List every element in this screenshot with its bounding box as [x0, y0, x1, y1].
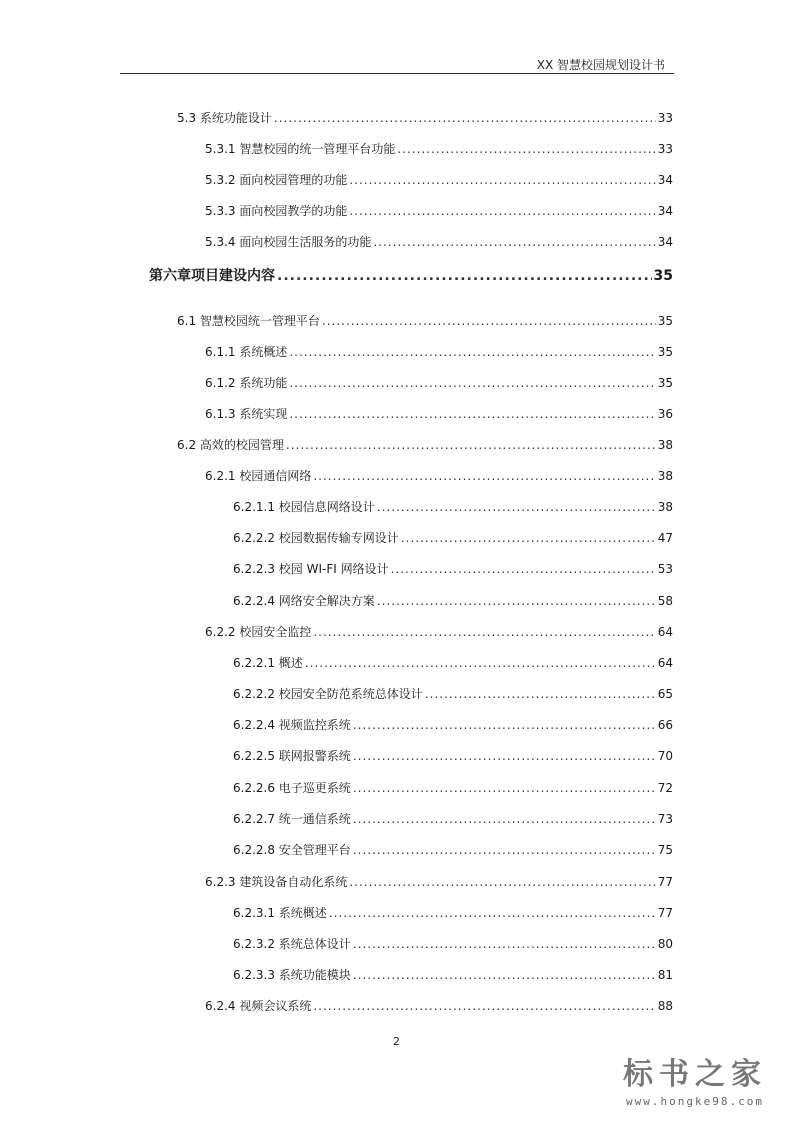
- toc-entry[interactable]: [205, 343, 673, 361]
- toc-entry[interactable]: [177, 109, 673, 127]
- toc-entry-page: 88: [657, 999, 673, 1013]
- toc-entry-label: 6.2.1 校园通信网络: [205, 469, 312, 483]
- toc-leader-dots: [353, 779, 656, 797]
- toc-leader-dots: [286, 436, 656, 454]
- toc-entry-label: 6.2.2.2 校园数据传输专网设计: [233, 531, 399, 545]
- toc-entry-page: 34: [657, 235, 673, 249]
- toc-entry-label: 6.2.2.4 网络安全解决方案: [233, 594, 375, 608]
- toc-entry[interactable]: [233, 841, 673, 859]
- toc-leader-dots: [289, 343, 655, 361]
- toc-entry-label: 6.2.2.3 校园 WI-FI 网络设计: [233, 562, 389, 576]
- toc-entry-page: 77: [657, 875, 673, 889]
- toc-entry-page: 34: [657, 173, 673, 187]
- toc-leader-dots: [349, 171, 655, 189]
- toc-entry[interactable]: [205, 171, 673, 189]
- watermark-logo: [605, 1049, 785, 1108]
- toc-entry[interactable]: [233, 904, 673, 922]
- toc-entry-label: 5.3.1 智慧校园的统一管理平台功能: [205, 142, 396, 156]
- toc-entry-page: 65: [657, 687, 673, 701]
- toc-leader-dots: [353, 716, 656, 734]
- toc-leader-dots: [313, 997, 655, 1015]
- watermark-url: www.hongke98.com: [626, 1095, 764, 1108]
- toc-entry-label: 5.3.3 面向校园教学的功能: [205, 204, 348, 218]
- toc-entry[interactable]: [233, 810, 673, 828]
- toc-entry-label: 6.2.2 校园安全监控: [205, 625, 312, 639]
- toc-leader-dots: [353, 935, 656, 953]
- toc-entry[interactable]: [205, 997, 673, 1015]
- toc-entry[interactable]: [233, 592, 673, 610]
- toc-entry-page: 53: [657, 562, 673, 576]
- toc-entry-page: 64: [657, 625, 673, 639]
- toc-entry-page: 38: [657, 469, 673, 483]
- toc-entry[interactable]: [205, 873, 673, 891]
- toc-entry[interactable]: [233, 779, 673, 797]
- toc-entry-label: 6.1.1 系统概述: [205, 345, 288, 359]
- toc-entry[interactable]: [233, 685, 673, 703]
- toc-leader-dots: [377, 592, 656, 610]
- toc-entry-page: 72: [657, 781, 673, 795]
- toc-entry[interactable]: [205, 140, 673, 158]
- toc-entry-page: 35: [657, 314, 673, 328]
- watermark-name: 标书之家: [623, 1057, 767, 1092]
- toc-leader-dots: [322, 312, 656, 330]
- toc-leader-dots: [329, 904, 656, 922]
- toc-entry-page: 34: [657, 204, 673, 218]
- toc-entry-page: 36: [657, 407, 673, 421]
- toc-entry-label: 6.2.3.2 系统总体设计: [233, 937, 351, 951]
- toc-entry[interactable]: [205, 467, 673, 485]
- toc-entry-page: 33: [657, 142, 673, 156]
- toc-entry-label: 6.2.2.1 概述: [233, 656, 303, 670]
- toc-entry-label: 6.2.2.5 联网报警系统: [233, 749, 351, 763]
- toc-leader-dots: [313, 467, 655, 485]
- toc-entry[interactable]: [177, 436, 673, 454]
- page-number: 2: [393, 1035, 400, 1048]
- toc-entry-label: 6.2.2.6 电子巡更系统: [233, 781, 351, 795]
- toc-entry[interactable]: [205, 405, 673, 423]
- toc-leader-dots: [353, 810, 656, 828]
- toc-leader-dots: [353, 841, 656, 859]
- toc-entry[interactable]: [233, 747, 673, 765]
- toc-entry-page: 47: [657, 531, 673, 545]
- toc-leader-dots: [349, 202, 655, 220]
- toc-entry[interactable]: [233, 966, 673, 984]
- toc-entry-label: 6.2.2.8 安全管理平台: [233, 843, 351, 857]
- toc-leader-dots: [401, 529, 656, 547]
- toc-entry-label: 6.2.2.2 校园安全防范系统总体设计: [233, 687, 423, 701]
- toc-leader-dots: [353, 966, 656, 984]
- toc-entry[interactable]: [233, 529, 673, 547]
- toc-entry-page: 35: [657, 376, 673, 390]
- toc-entry-label: 6.2.1.1 校园信息网络设计: [233, 500, 375, 514]
- toc-leader-dots: [313, 623, 655, 641]
- toc-entry-page: 81: [657, 968, 673, 982]
- toc-leader-dots: [289, 405, 655, 423]
- toc-entry[interactable]: [205, 202, 673, 220]
- toc-entry-page: 75: [657, 843, 673, 857]
- toc-entry-page: 64: [657, 656, 673, 670]
- toc-entry[interactable]: [205, 374, 673, 392]
- toc-entry-label: 6.1.2 系统功能: [205, 376, 288, 390]
- toc-entry[interactable]: [233, 716, 673, 734]
- toc-leader-dots: [397, 140, 655, 158]
- toc-entry-label: 6.2.3 建筑设备自动化系统: [205, 875, 348, 889]
- toc-leader-dots: [425, 685, 656, 703]
- toc-entry[interactable]: [149, 267, 673, 285]
- toc-entry-page: 70: [657, 749, 673, 763]
- toc-leader-dots: [377, 498, 656, 516]
- toc-entry-page: 77: [657, 906, 673, 920]
- toc-entry-page: 35: [653, 268, 673, 284]
- toc-entry-page: 80: [657, 937, 673, 951]
- toc-entry-page: 66: [657, 718, 673, 732]
- header-divider: [120, 73, 674, 74]
- toc-leader-dots: [373, 233, 655, 251]
- toc-entry-label: 5.3.4 面向校园生活服务的功能: [205, 235, 372, 249]
- toc-entry-label: 第六章项目建设内容: [149, 268, 275, 284]
- toc-entry[interactable]: [233, 935, 673, 953]
- toc-entry[interactable]: [177, 312, 673, 330]
- toc-entry-page: 33: [657, 111, 673, 125]
- toc-entry-label: 6.1.3 系统实现: [205, 407, 288, 421]
- toc-entry-label: 6.2.3.1 系统概述: [233, 906, 327, 920]
- toc-leader-dots: [277, 267, 652, 285]
- toc-entry[interactable]: [205, 233, 673, 251]
- toc-entry[interactable]: [205, 623, 673, 641]
- toc-entry[interactable]: [233, 654, 673, 672]
- toc-entry-page: 73: [657, 812, 673, 826]
- toc-entry-label: 6.2.3.3 系统功能模块: [233, 968, 351, 982]
- toc-leader-dots: [289, 374, 655, 392]
- toc-entry-label: 6.2 高效的校园管理: [177, 438, 284, 452]
- toc-entry[interactable]: [233, 498, 673, 516]
- toc-leader-dots: [391, 560, 656, 578]
- toc-entry-page: 38: [657, 500, 673, 514]
- toc-leader-dots: [274, 109, 656, 127]
- toc-leader-dots: [305, 654, 656, 672]
- toc-entry-label: 5.3 系统功能设计: [177, 111, 272, 125]
- document-header-title: XX 智慧校园规划设计书: [536, 58, 665, 72]
- toc-entry-page: 38: [657, 438, 673, 452]
- toc-leader-dots: [349, 873, 655, 891]
- toc-entry-page: 58: [657, 594, 673, 608]
- toc-entry-page: 35: [657, 345, 673, 359]
- toc-entry-label: 5.3.2 面向校园管理的功能: [205, 173, 348, 187]
- toc-entry[interactable]: [233, 560, 673, 578]
- toc-entry-label: 6.1 智慧校园统一管理平台: [177, 314, 320, 328]
- toc-entry-label: 6.2.2.4 视频监控系统: [233, 718, 351, 732]
- toc-entry-label: 6.2.4 视频会议系统: [205, 999, 312, 1013]
- toc-leader-dots: [353, 747, 656, 765]
- toc-entry-label: 6.2.2.7 统一通信系统: [233, 812, 351, 826]
